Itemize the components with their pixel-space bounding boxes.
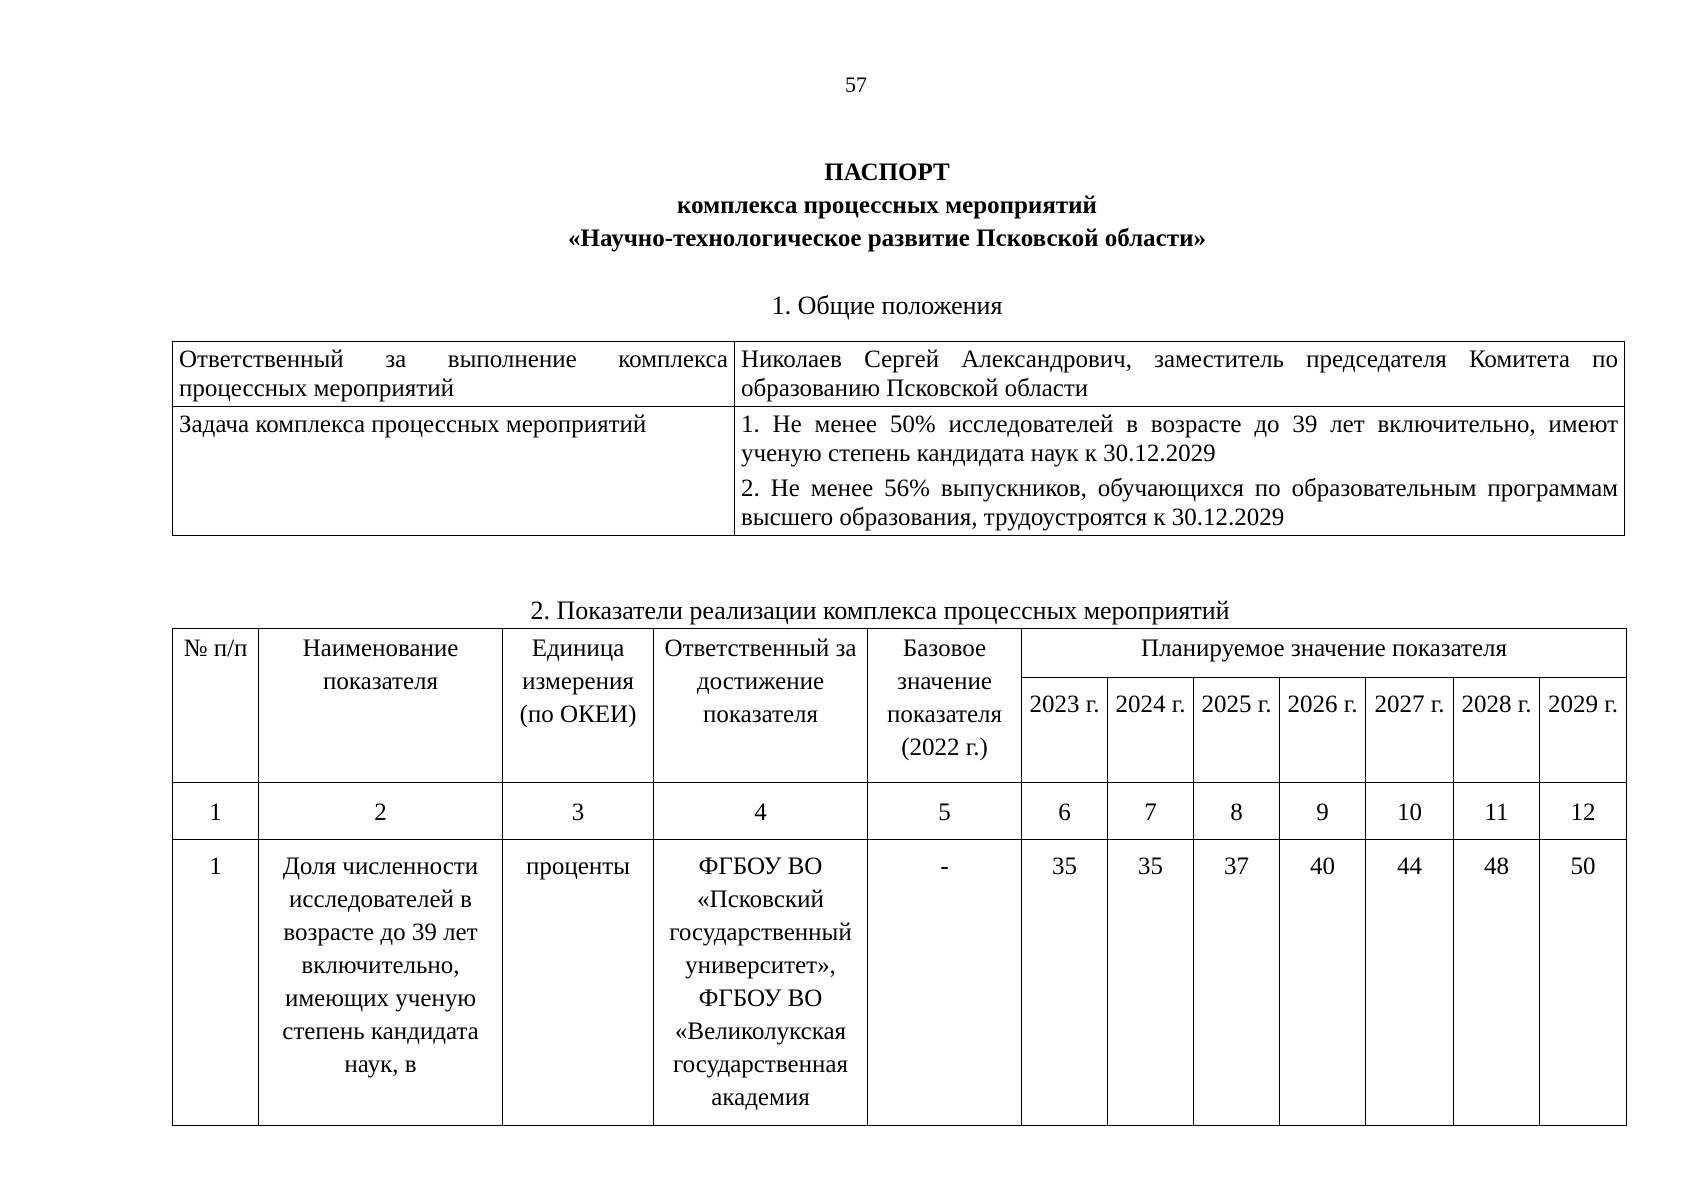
column-number: 7 xyxy=(1108,783,1194,840)
column-number: 10 xyxy=(1366,783,1454,840)
header-responsible: Ответственный за достижение показателя xyxy=(654,629,868,783)
column-number: 12 xyxy=(1540,783,1627,840)
document-title xyxy=(0,156,1697,255)
column-number: 4 xyxy=(654,783,868,840)
indicator-value: 35 xyxy=(1108,840,1194,1126)
responsible-label: Ответственный за выполнение комплекса процессных мероприятий xyxy=(173,342,735,407)
column-number: 11 xyxy=(1454,783,1540,840)
indicator-value: 48 xyxy=(1454,840,1540,1126)
indicator-value: 44 xyxy=(1366,840,1454,1126)
header-year: 2029 г. xyxy=(1540,678,1627,783)
header-unit: Единица измерения (по ОКЕИ) xyxy=(503,629,654,783)
general-provisions-table xyxy=(172,341,1625,536)
column-number-row xyxy=(173,783,1627,840)
column-number: 3 xyxy=(503,783,654,840)
header-planned: Планируемое значение показателя xyxy=(1022,629,1627,678)
section-1-heading: 1. Общие положения xyxy=(771,291,1003,320)
table-row xyxy=(173,407,1625,536)
column-number: 2 xyxy=(259,783,503,840)
header-year: 2026 г. xyxy=(1280,678,1366,783)
header-num: № п/п xyxy=(173,629,259,783)
column-number: 8 xyxy=(1194,783,1280,840)
indicator-base: - xyxy=(868,840,1022,1126)
page-number: 57 xyxy=(845,72,867,97)
responsible-value: Николаев Сергей Александрович, заместитель председателя Комитета по образованию Псковской области xyxy=(735,342,1625,407)
header-base: Базовое значение показателя (2022 г.) xyxy=(868,629,1022,783)
indicator-unit: проценты xyxy=(503,840,654,1126)
header-year: 2025 г. xyxy=(1194,678,1280,783)
table-header-row xyxy=(173,629,1627,678)
header-name: Наименование показателя xyxy=(259,629,503,783)
task-label: Задача комплекса процессных мероприятий xyxy=(173,407,735,536)
table-row xyxy=(173,342,1625,407)
title-line-3: «Научно-технологическое развитие Псковской области» xyxy=(568,225,1206,252)
row-num: 1 xyxy=(173,840,259,1126)
indicator-value: 40 xyxy=(1280,840,1366,1126)
header-year: 2027 г. xyxy=(1366,678,1454,783)
task-item-2: 2. Не менее 56% выпускников, обучающихся по образовательным программам высшего образования, трудоустроятся к 30.12.2029 xyxy=(741,475,1618,531)
header-year: 2024 г. xyxy=(1108,678,1194,783)
indicators-table xyxy=(172,628,1627,1126)
title-line-2: комплекса процессных мероприятий xyxy=(677,192,1097,219)
header-year: 2028 г. xyxy=(1454,678,1540,783)
indicator-name: Доля численности исследователей в возрасте до 39 лет включительно, имеющих ученую степень кандидата наук, в xyxy=(259,840,503,1126)
indicator-value: 35 xyxy=(1022,840,1108,1126)
indicator-responsible: ФГБОУ ВО «Псковский государственный университет», ФГБОУ ВО «Великолукская государственная академия xyxy=(654,840,868,1126)
title-line-1: ПАСПОРТ xyxy=(824,159,950,186)
column-number: 9 xyxy=(1280,783,1366,840)
column-number: 5 xyxy=(868,783,1022,840)
table-row xyxy=(173,840,1627,1126)
section-2-heading: 2. Показатели реализации комплекса процессных мероприятий xyxy=(530,596,1230,625)
task-item-1: 1. Не менее 50% исследователей в возрасте до 39 лет включительно, имеют ученую степень кандидата наук к 30.12.2029 xyxy=(741,411,1618,467)
indicator-value: 50 xyxy=(1540,840,1627,1126)
column-number: 6 xyxy=(1022,783,1108,840)
indicator-value: 37 xyxy=(1194,840,1280,1126)
header-year: 2023 г. xyxy=(1022,678,1108,783)
task-value xyxy=(735,407,1625,536)
column-number: 1 xyxy=(173,783,259,840)
